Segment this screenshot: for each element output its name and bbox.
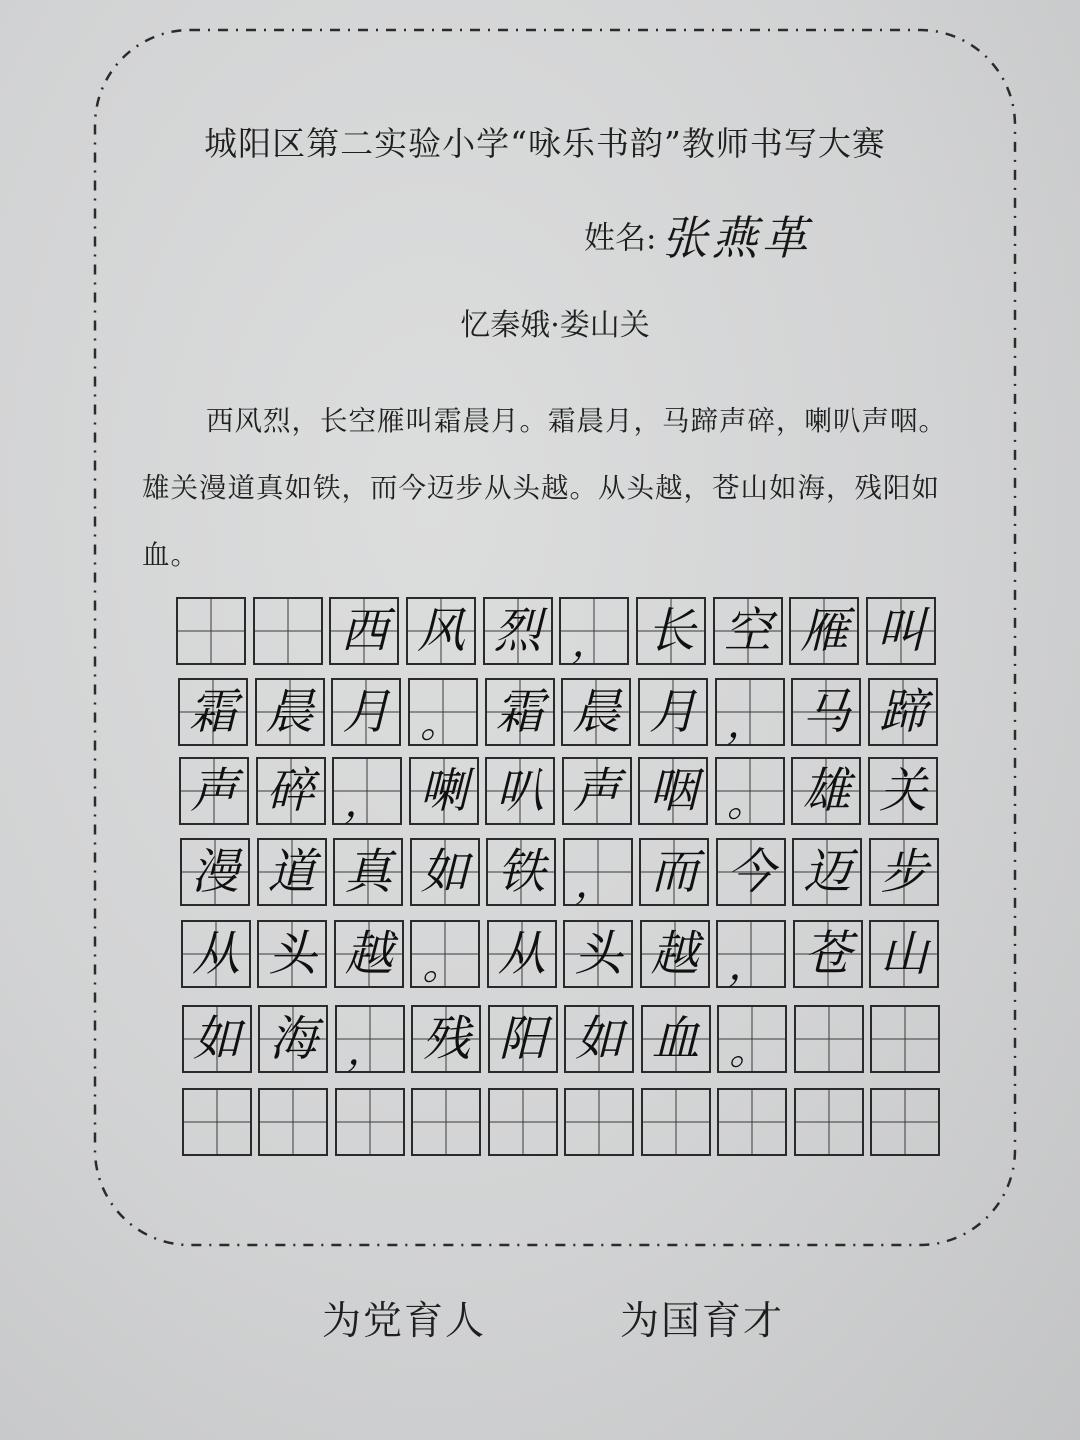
handwritten-character: 喇 [419,763,468,819]
handwritten-character: 长 [646,603,695,659]
grid-cell [791,678,861,746]
handwritten-character: 月 [648,684,697,740]
handwritten-character: ， [344,780,385,826]
grid-cell [179,757,249,825]
handwritten-character: 真 [344,844,393,900]
handwritten-character: 霜 [495,684,544,740]
grid-cell [868,757,938,825]
grid-cell [182,1088,252,1156]
handwritten-character [260,1090,326,1154]
handwritten-character: 声 [189,763,238,819]
grid-cell [791,757,861,825]
handwritten-character: 月 [342,684,391,740]
handwritten-character: 越 [344,926,393,982]
handwritten-character: 咽 [649,763,698,819]
grid-cell [410,838,480,906]
grid-cell [406,597,476,665]
poem-title: 忆秦娥·娄山关 [460,308,650,343]
poem-text: 西风烈，长空雁叫霜晨月。霜晨月，马蹄声碎，喇叭声咽。雄关漫道真如铁，而今迈步从头越。从头越，苍山如海，残阳如血。 [142,405,947,571]
handwritten-character: ， [726,701,767,747]
handwritten-character: 从 [497,926,546,982]
grid-cell [715,757,785,825]
handwritten-character: ， [571,620,612,666]
grid-cell [564,1088,634,1156]
handwritten-character [796,1007,862,1071]
grid-cell [256,757,326,825]
grid-cell [870,1088,940,1156]
handwritten-character: 头 [574,926,623,982]
grid-cell [258,1088,328,1156]
handwritten-character [643,1090,709,1154]
grid-cell [258,1005,328,1073]
handwritten-character [178,599,244,663]
grid-cell [410,920,480,988]
handwritten-character [719,1090,785,1154]
handwritten-character: 残 [422,1011,471,1067]
grid-cell [331,678,401,746]
handwritten-character: 叭 [496,763,545,819]
grid-cell [333,838,403,906]
grid-cell [485,757,555,825]
grid-cell [563,838,633,906]
handwritten-character: 阳 [498,1011,547,1067]
handwritten-character: 晨 [265,684,314,740]
motto-left: 为党育人 [322,1299,487,1344]
handwritten-character: 苍 [803,926,852,982]
grid-cell [178,678,248,746]
grid-cell [335,1005,405,1073]
handwritten-character: 雁 [800,603,849,659]
contest-title: 城阳区第二实验小学“咏乐书韵”教师书写大赛 [204,124,886,163]
grid-cell [409,757,479,825]
grid-cell [255,678,325,746]
grid-cell [792,838,862,906]
grid-cell [335,1088,405,1156]
grid-cell [408,678,478,746]
handwritten-character: 声 [572,763,621,819]
handwritten-character: ， [728,943,769,989]
grid-cell [334,920,404,988]
handwritten-signature: 张燕革 [661,211,812,265]
handwritten-character [413,1090,479,1154]
grid-cell [639,838,709,906]
grid-cell [636,597,706,665]
handwritten-character [796,1090,862,1154]
handwritten-character: 。 [726,780,767,826]
grid-cell [332,757,402,825]
handwritten-character: ， [574,861,615,907]
handwritten-character: 空 [723,603,772,659]
grid-cell [716,838,786,906]
grid-cell [181,920,251,988]
grid-cell [176,597,246,665]
handwritten-character: 雄 [802,763,851,819]
handwritten-character: 铁 [497,844,546,900]
grid-cell [257,838,327,906]
grid-cell [257,920,327,988]
grid-cell [561,678,631,746]
handwritten-character: 蹄 [878,684,927,740]
grid-cell [562,757,632,825]
grid-cell [869,838,939,906]
handwritten-character: 越 [650,926,699,982]
handwritten-character: 。 [729,1028,770,1074]
handwritten-character: 。 [420,701,460,747]
grid-cell [411,1088,481,1156]
grid-cell [564,1005,634,1073]
handwritten-character: 风 [416,603,465,659]
handwritten-character: 碎 [266,763,315,819]
grid-cell [485,678,555,746]
grid-cell [717,1088,787,1156]
handwritten-character: 关 [878,763,927,819]
handwritten-character: 烈 [493,603,542,659]
handwritten-character [490,1090,556,1154]
handwritten-character: 山 [879,926,928,982]
grid-cell [563,920,633,988]
handwritten-character: 血 [651,1011,700,1067]
handwritten-character: 如 [192,1011,241,1067]
handwritten-character: 漫 [190,844,239,900]
grid-cell [559,597,629,665]
handwritten-character: 道 [267,844,316,900]
handwritten-character [184,1090,250,1154]
handwritten-character: 叫 [876,603,925,659]
grid-cell [793,920,863,988]
handwritten-character: ， [346,1028,387,1074]
handwritten-character [872,1007,938,1071]
handwritten-character [337,1090,403,1154]
grid-cell [253,597,323,665]
grid-cell [717,1005,787,1073]
grid-cell [488,1005,558,1073]
handwritten-character: 迈 [803,844,852,900]
grid-cell [483,597,553,665]
grid-cell [869,920,939,988]
grid-cell [180,838,250,906]
handwritten-character: 头 [268,926,317,982]
handwritten-character: 步 [879,844,928,900]
handwritten-character [255,599,321,663]
grid-cell [638,757,708,825]
grid-cell [486,838,556,906]
handwritten-character: 。 [422,943,463,989]
grid-cell [870,1005,940,1073]
name-label: 姓名: [584,220,657,257]
grid-cell [715,678,785,746]
grid-cell [638,678,708,746]
handwritten-character: 今 [726,844,775,900]
handwritten-character: 霜 [188,684,237,740]
handwritten-character: 晨 [572,684,621,740]
grid-cell [411,1005,481,1073]
handwritten-character: 从 [191,926,240,982]
motto-right: 为国育才 [620,1299,785,1344]
handwritten-character: 如 [575,1011,624,1067]
handwritten-character: 马 [802,684,851,740]
grid-cell [713,597,783,665]
grid-cell [868,678,938,746]
handwritten-character: 而 [650,844,699,900]
grid-cell [487,920,557,988]
handwritten-character: 海 [269,1011,318,1067]
grid-cell [641,1005,711,1073]
grid-cell [640,920,710,988]
grid-cell [182,1005,252,1073]
handwritten-character [872,1090,938,1154]
handwritten-character [566,1090,632,1154]
handwritten-character: 西 [340,603,389,659]
grid-cell [488,1088,558,1156]
grid-cell [329,597,399,665]
grid-cell [641,1088,711,1156]
handwritten-character: 如 [420,844,469,900]
grid-cell [866,597,936,665]
grid-cell [789,597,859,665]
grid-cell [794,1088,864,1156]
grid-cell [716,920,786,988]
grid-cell [794,1005,864,1073]
